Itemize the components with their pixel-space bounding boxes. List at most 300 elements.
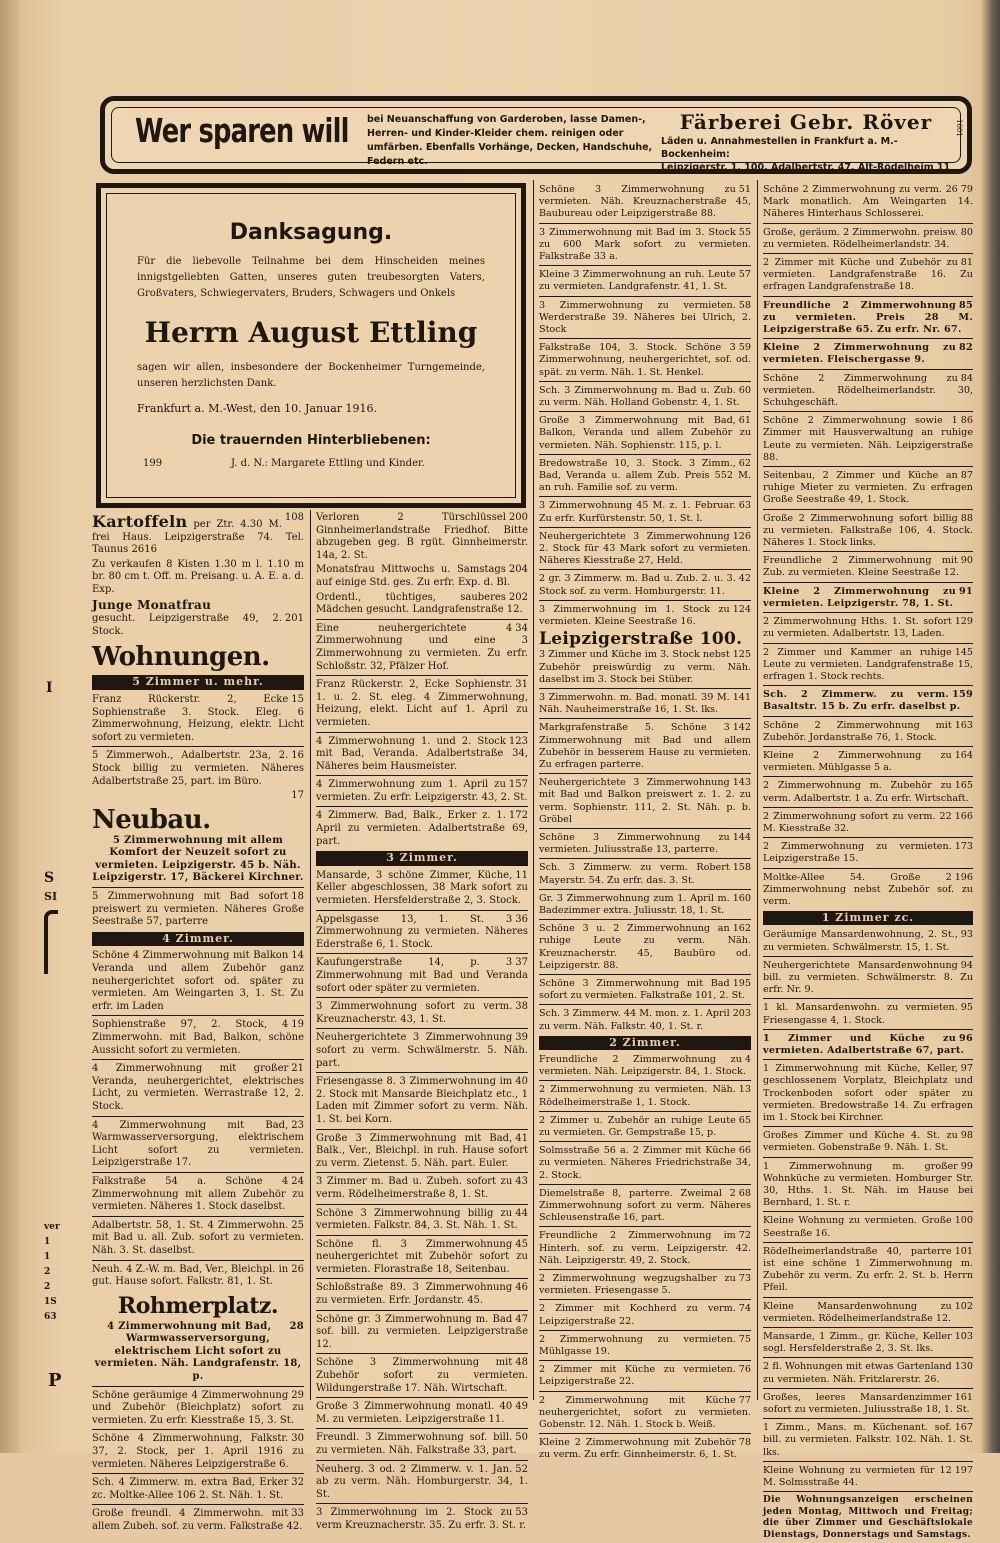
ad-separator: [539, 338, 751, 339]
classified-ad: [316, 512, 528, 562]
ad-number: 32: [291, 1477, 304, 1489]
classified-ad: [316, 1176, 528, 1201]
classified-ad: [539, 269, 751, 293]
ad-text: Friesengasse 8. 3 Zimmerwohnung im 2. Stock mit Mansarde Bleichplatz etc., 1 Laden mit Zimmer sofort zu verm. Näh. 1. St. bei Korn.: [316, 1076, 528, 1125]
ad-separator: [763, 1126, 973, 1127]
column-4: [763, 184, 973, 1543]
classified-ad: [316, 1432, 528, 1457]
classified-ad: [92, 512, 304, 557]
ad-number: 77: [738, 1394, 751, 1406]
ad-number: 199: [143, 458, 163, 469]
classified-ad: [763, 750, 973, 774]
ad-number: 19: [291, 1019, 304, 1031]
ad-number: 33: [291, 1508, 304, 1520]
ad-text: 4 Zimmerw. Bad, Balk., Erker z. 1. April zu vermieten. Adalbertstraße 69, part.: [316, 810, 528, 847]
ad-text: 1 Zimmerwohnung m. großer Wohnküche zu vermieten. Homburger Str. 30, Hths. 1. St. Näh. im Hause bei Bernhard, 1. St. r.: [763, 1160, 973, 1209]
ad-separator: [763, 1242, 973, 1243]
ad-text: Sophienstraße 97, 2. Stock, 4 Zimmerwohn. mit Bad, Balkon, schöne Aussicht sofort zu vermieten.: [92, 1019, 304, 1056]
ad-separator: [92, 1116, 304, 1117]
ad-number: 66: [738, 1145, 751, 1157]
ad-text: 3 Zimmerwohnung sofort zu verm. Kreuznacherstr. 43, 1. St.: [316, 1001, 513, 1025]
ad-text: Franz Rückerstr. 2, Ecke Sophienstraße 3. Stock. Eleg. 6 Zimmerwohnung, Heizung, elektr. Licht sofort zu vermieten.: [92, 693, 304, 743]
ad-number: 68: [738, 1187, 751, 1199]
ad-number: 50: [515, 1432, 528, 1444]
ad-separator: [539, 718, 751, 719]
classified-ad: [92, 599, 304, 639]
classified-ad: [763, 1465, 973, 1489]
ad-separator: [763, 466, 973, 467]
ad-separator: [539, 296, 751, 297]
ad-number: 80: [960, 226, 973, 238]
ad-text: 4 Zimmerwohnung 1. und 2. Stock mit Bad, Veranda. Adalbertstraße 34, Näheres beim Hausmeister.: [316, 735, 528, 772]
ad-number: 126: [732, 530, 751, 542]
ad-number: 173: [954, 841, 973, 853]
ad-number: 108: [284, 512, 304, 523]
ad-text: Kleine 2 Zimmerwohnung zu vermieten. Leipzigerstr. 78, 1. St.: [763, 585, 957, 609]
classified-ad: [316, 957, 528, 995]
page-right-edge: [982, 0, 1000, 1453]
ad-text: 4 Zimmerwohnung mit Bad, Warmwasserversorgung, elektrischem Licht sofort zu vermieten. Leipzigerstraße 17.: [92, 1119, 304, 1169]
ad-text: Neuherg. 3 od. 2 Zimmerw. v. 1. Jan. ab zu verm. Näh. Homburgerstr. 34, 1. St.: [316, 1463, 528, 1500]
ad-number: 75: [738, 1333, 751, 1345]
ad-text: Ordentl., tüchtiges, sauberes Mädchen gesucht. Landgrafenstraße 12.: [316, 591, 523, 616]
classified-ad: [316, 1464, 528, 1502]
column-rule: [757, 180, 758, 1400]
ad-number: 159: [952, 689, 973, 701]
ad-text: 2 Zimmer mit Kochherd zu verm. Leipzigerstraße 22.: [539, 1303, 736, 1327]
ad-text: Freundliche 2 Zimmerwohnung zu vermieten. Preis 28 M. Leipzigerstraße 65. Zu erfr. Nr. 67.: [763, 299, 973, 336]
ad-number: 57: [738, 269, 751, 281]
classified-ad: [539, 458, 751, 495]
ad-separator: [763, 582, 973, 583]
ad-number: 86: [960, 415, 973, 427]
ad-separator: [316, 910, 528, 911]
section-title-rohmerplatz: Rohmerplatz.: [117, 1292, 279, 1319]
margin-bracket: [44, 910, 58, 974]
classified-ad: [539, 385, 751, 409]
ad-number: 58: [738, 299, 751, 311]
ad-number: 85: [959, 299, 973, 311]
death-notice-thanks: sagen wir allen, insbesondere der Bockenheimer Turngemeinde, unseren herzlichsten Dank.: [137, 362, 485, 389]
column-rule: [310, 510, 311, 1400]
classified-ad: [763, 184, 973, 221]
ad-text: Sch. 3 Zimmerw. 44 M. mon. z. 1. April zu verm. Näh. Falkstr. 40, 1. St. r.: [539, 1008, 730, 1032]
ad-number: 94: [960, 959, 973, 971]
ad-number: 82: [959, 342, 973, 354]
ad-text: 2 Zimmerwohnung zu vermieten. Mühlgasse 19.: [539, 1333, 736, 1358]
classified-ad: [92, 1321, 304, 1384]
ad-text: per Ztr. 4.30 M. frei Haus. Leipzigerstraße 74. Tel. Taunus 2616: [92, 519, 304, 556]
ad-separator: [763, 776, 973, 777]
ad-text: Franz Rückerstr. 2, Ecke Sophienstr. 1. u. 2. St. eleg. 4 Zimmerwohnung, Heizung, elekt. Licht auf 1. April zu vermieten.: [316, 679, 528, 728]
classified-ad: [92, 891, 304, 929]
classified-ad: [316, 810, 528, 848]
ad-separator: [316, 1235, 528, 1236]
ad-text: Monatsfrau Mittwochs u. Samstags auf einige Std. ges. Zu erfr. Exp. d. Bl.: [316, 564, 511, 588]
ad-number: 11: [515, 869, 528, 881]
ad-text: Schöne 2 Zimmerwohnung sowie 1 Zimmer mit Hausverwaltung an ruhige Leute zu vermieten. Näh. Leipzigerstraße 88.: [763, 415, 973, 463]
classified-ad: [316, 564, 528, 589]
ad-text: Falkstraße 104, 3. Stock. Schöne 3 Zimmerwohnung, neuhergerichtet, sof. od. spät. zu verm. Näh. 1. St. Henkel.: [539, 342, 751, 378]
ad-separator: [316, 619, 528, 620]
classified-ad: [92, 1063, 304, 1113]
publication-notice: Die Wohnungsanzeigen erscheinen jeden Montag, Mittwoch und Freitag; die über Zimmer und Geschäftslokale Dienstags, Donnerstags und Samstags.: [763, 1495, 973, 1540]
ad-text: 2 fl. Wohnungen mit etwas Gartenland zu vermieten. Näh. Fritzlarerstr. 26.: [763, 1361, 952, 1385]
classified-ad: [763, 647, 973, 684]
classified-ad: [539, 893, 751, 917]
classified-ad: [316, 1032, 528, 1070]
classified-ad: [763, 872, 973, 909]
ad-text: Freundliche 2 Zimmerwohnung im Hinterh. sof. zu verm. Leipzigerstr. 42. Näh. Leipzigerstr. 49, 2. Stock.: [539, 1230, 751, 1266]
ad-separator: [763, 746, 973, 747]
ad-separator: [316, 1353, 528, 1354]
ad-number: 15: [291, 693, 304, 705]
ad-number: 165: [954, 780, 973, 792]
ad-separator: [316, 1310, 528, 1311]
classified-ad: [539, 1395, 751, 1432]
ad-text: Große freundl. 4 Zimmerwohn. mit allem Zubeh. sof. zu verm. Falkstraße 42.: [92, 1508, 303, 1532]
ad-number: 204: [508, 564, 528, 576]
ad-number: 59: [738, 342, 751, 354]
classified-ad: [92, 1477, 304, 1502]
margin-number: 2: [44, 1282, 51, 1292]
ad-text: 1 Zimmer und Küche zu vermieten. Adalbertstraße 67, part.: [763, 1032, 965, 1056]
ad-separator: [539, 1360, 751, 1361]
death-notice-signature: J. d. N.: Margarete Ettling und Kinder.: [231, 458, 425, 469]
classified-ad: [92, 750, 304, 788]
ad-number: 145: [954, 646, 973, 658]
ad-separator: [539, 1391, 751, 1392]
ad-number: 161: [954, 1391, 973, 1403]
ad-separator: [763, 868, 973, 869]
ad-number: 53: [515, 1507, 528, 1519]
ad-separator: [763, 837, 973, 838]
classified-ad: [539, 1303, 751, 1327]
classified-ad: [763, 1033, 973, 1057]
ad-number: 95: [960, 1002, 973, 1014]
ad-text: 3 Zimmer m. Bad u. Zubeh. sofort zu verm. Rödelheimerstraße 8, 1. St.: [316, 1176, 513, 1200]
ad-number: 125: [732, 649, 751, 661]
ad-number: 78: [738, 1437, 751, 1449]
classified-ad: [763, 555, 973, 579]
ad-number: 28: [289, 1320, 304, 1332]
ad-text: Neuh. 4 Z.-W. m. Bad, Ver., Bleichpl. in gut. Hause sofort. Falkstr. 81, 1. St.: [92, 1263, 289, 1288]
classified-ad: [92, 1390, 304, 1428]
margin-mark: I: [46, 680, 53, 696]
ad-separator: [92, 1473, 304, 1474]
ad-text: Schöne 3 Zimmerwohnung zu vermieten. Näh. Kreuznacherstraße 45, Baubureau oder Leipzigerstraße 88.: [539, 184, 751, 220]
ad-text: Schöne 3 Zimmerwohnung mit Bad sofort zu vermieten. Falkstraße 101, 2. St.: [539, 977, 746, 1002]
classified-ad: [763, 513, 973, 550]
ad-text: Schöne 3 u. 2 Zimmerwohnung an ruhige Leute zu verm. Näh. Kreuznacherstr. 45, Baubüro od. Leipzigerstr. 88.: [539, 923, 751, 971]
ad-text: 5 Zimmerwohnung mit Bad sofort preiswert zu vermieten. Näheres Große Seestraße 57, parterre: [92, 891, 304, 928]
ad-text: Schöne 2 Zimmerwohnung mit Zubehör. Jordanstraße 76, 1. Stock.: [763, 719, 952, 743]
ad-separator: [92, 1386, 304, 1387]
ad-text: Sch. 3 Zimmerw. zu verm. Robert Mayerstr. 54. Zu erfr. das. 3. St.: [539, 862, 730, 886]
classified-ad: [763, 1130, 973, 1154]
ad-separator: [539, 1080, 751, 1081]
classified-ad: [763, 1361, 973, 1385]
classified-ad: [763, 470, 973, 507]
ad-text: Mansarde, 1 Zimm., gr. Küche, Keller sogl. Hersfelderstraße 2, 3. St. lks.: [763, 1331, 952, 1355]
ad-text: Kleine Mansardenwohnung zu vermieten. Rödelheimerlandstraße 12.: [763, 1300, 952, 1324]
ad-separator: [539, 600, 751, 601]
ad-separator: [92, 1059, 304, 1060]
roever-advertisement: [100, 96, 972, 174]
ad-number: 30: [291, 1433, 304, 1445]
ad-text: 2 gr. 3 Zimmerw. m. Bad u. Zub. 2. u. 3. Stock sof. zu verm. Homburgerstr. 11.: [539, 573, 736, 597]
ad-text: Kleine Wohnung zu vermieten für 12 M. Solmsstraße 44.: [763, 1464, 952, 1489]
ad-separator: [539, 1299, 751, 1300]
classified-ad: [539, 1230, 751, 1267]
classified-ad: [316, 1208, 528, 1233]
ad-number: 91: [959, 585, 973, 597]
classified-ad: [92, 1120, 304, 1170]
ad-number: 4: [744, 1053, 751, 1065]
ad-separator: [92, 1015, 304, 1016]
ad-separator: [316, 1028, 528, 1029]
ad-slogan: Wer sparen will: [135, 111, 349, 150]
ad-text: 3 Zimmerwohn. m. Bad. monatl. 39 M. Näh. Nauheimerstraße 16, 1. St. lks.: [539, 691, 730, 716]
ad-separator: [539, 919, 751, 920]
deceased-name: Herrn August Ettling: [144, 316, 478, 349]
ad-separator: [763, 223, 973, 224]
ad-separator: [316, 675, 528, 676]
ad-number: 196: [954, 871, 973, 883]
margin-number: 2: [44, 1267, 51, 1277]
ad-text: 1 Zimmerwohnung mit Küche, Keller, geschlossenem Vorplatz, Bleichplatz und Trockenboden sofort oder später zu vermieten. Bredowstraße 14. Zu erfragen im 1. Stock bei Kirchner.: [763, 1063, 973, 1123]
ad-text: Schöne 2 Zimmerwohnung zu vermieten. Rödelheimerlandstr. 30, Schuhgeschäft.: [763, 372, 973, 409]
ad-number: 39: [515, 1032, 528, 1044]
ad-text: Schöne gr. 3 Zimmerwohnung m. Bad sof. bill. zu vermieten. Leipzigerstraße 12.: [316, 1313, 528, 1350]
ad-number: 44: [515, 1207, 528, 1219]
ad-number: 61: [738, 415, 751, 427]
ad-separator: [316, 953, 528, 954]
category-1-room: 1 Zimmer zc.: [763, 911, 973, 925]
classified-ad: [539, 300, 751, 337]
ad-separator: [539, 265, 751, 266]
ad-number: 100: [954, 1215, 973, 1227]
ad-text: Freundliche 2 Zimmerwohnung zu vermieten. Näh. Leipzigerstr. 84, 1. Stock.: [539, 1053, 746, 1078]
ad-number: 166: [954, 810, 973, 822]
ad-text: 2 Zimmerwohnung Hths. 1. St. sofort zu vermieten. Adalbertstr. 13, Laden.: [763, 616, 952, 640]
ad-separator: [763, 1029, 973, 1030]
ad-number: 18: [291, 891, 304, 903]
ad-separator: [763, 643, 973, 644]
classified-ad: [763, 1331, 973, 1355]
classified-ad: [92, 1508, 304, 1533]
ad-text: Rödelheimerlandstraße 40, parterre ist eine schöne 1 Zimmerwohnung m. Zubehör zu verm. Zu erfr. 2. St. b. Herrn Pfeil.: [763, 1245, 973, 1294]
classified-ad: [539, 649, 751, 686]
ad-separator: [763, 1297, 973, 1298]
margin-number: 1S: [44, 1297, 57, 1307]
ad-separator: [316, 1204, 528, 1205]
ad-text: 2 Zimmerwohnung m. Zubehör zu verm. Adalbertstr. 1 a. Zu erfr. Wirtschaft.: [763, 780, 969, 804]
ad-text: Schöne 2 Zimmerwohnung zu verm. 26 Mark monatlich. Am Weingarten 14. Näheres Hinterhaus Schlosserei.: [763, 184, 973, 220]
classified-ad: [539, 1364, 751, 1388]
ad-text: 1 kl. Mansardenwohn. zu vermieten. Friesengasse 4, 1. Stock.: [763, 1002, 958, 1026]
ad-separator: [763, 685, 973, 686]
ad-number: 130: [954, 1361, 973, 1373]
ad-text: Eine neuhergerichtete 4 Zimmerwohnung und eine 3 Zimmerwohnung zu vermieten. Zu erfr. Schloßstr. 32, Pfälzer Hof.: [316, 622, 528, 672]
classified-ad: [316, 1357, 528, 1395]
ad-text: 2 Zimmerwohnung sofort zu verm. 22 M. Kiesstraße 32.: [763, 810, 952, 834]
ad-text: 3 Zimmerwohnung im 2. Stock zu verm Kreuznacherstr. 35. Zu erfr. 3. St. r.: [316, 1507, 527, 1531]
classified-ad: [763, 373, 973, 410]
ad-heading: Kartoffeln: [92, 512, 188, 531]
classified-ad: [92, 790, 304, 803]
classified-ad: [316, 736, 528, 774]
ad-number: 93: [960, 929, 973, 941]
classified-ad: [316, 1239, 528, 1277]
ad-separator: [763, 1327, 973, 1328]
ad-separator: [539, 1184, 751, 1185]
ad-text: 3 Zimmer und Küche im 3. Stock nebst Zubehör preiswürdig zu verm. Näh. daselbst im 3. Stock bei Stüber.: [539, 649, 751, 685]
ad-text: 2 Zimmer mit Küche und Zubehör zu vermieten. Landgrafenstraße 16. Zu erfragen Landgrafenstraße 18.: [763, 257, 973, 293]
ad-number: 60: [738, 384, 751, 396]
margin-number: 63: [44, 1312, 57, 1322]
ad-text: Große 3 Zimmerwohnung monatl. 40 M. zu vermieten. Leipzigerstraße 11.: [316, 1401, 513, 1425]
classified-ad: [763, 616, 973, 640]
ad-text: Markgrafenstraße 5. Schöne 3 Zimmerwohnung mit Bad und allem Zubehör in besserem Hause zu vermieten. Zu erfragen parterre.: [539, 722, 751, 770]
ad-number: 55: [738, 226, 751, 238]
classified-ad: [539, 923, 751, 972]
classified-ad: [763, 1422, 973, 1459]
ad-separator: [316, 775, 528, 776]
margin-number: 1: [44, 1252, 51, 1262]
ad-separator: [92, 1429, 304, 1430]
ad-separator: [539, 527, 751, 528]
classified-ad: [763, 811, 973, 835]
classified-ad: [763, 960, 973, 997]
ad-number: 123: [508, 735, 528, 747]
classified-ad: [763, 1002, 973, 1026]
classified-ad: [539, 604, 751, 628]
ad-number: 43: [515, 1176, 528, 1188]
ad-number: 81: [960, 257, 973, 269]
category-2-rooms: 2 Zimmer.: [539, 1036, 751, 1050]
ad-number: 158: [732, 862, 751, 874]
ad-text: Neuhergerichtete Mansardenwohnung bill. zu vermieten. Schwälmerstr. 8. Zu erfr. Nr. 9.: [763, 959, 973, 996]
ad-separator: [763, 338, 973, 339]
classified-ad: [539, 722, 751, 771]
ad-text: 1 Zimm., Mans. m. Küchenant. sof. bill. zu vermieten. Falkstr. 102. Näh. 1. St. lks.: [763, 1422, 973, 1458]
column-1: [92, 512, 304, 1536]
ad-number: 79: [960, 184, 973, 195]
ad-number: 96: [959, 1032, 973, 1044]
ad-number: 23: [291, 1119, 304, 1131]
ad-number: 16: [291, 750, 304, 762]
classified-ad: [92, 950, 304, 1013]
ad-separator: [539, 454, 751, 455]
ad-text: 5 Zimmerwoh., Adalbertstr. 23a, 2. Stock billig zu vermieten. Näheres Adalbertstraße 25, part. im Büro.: [92, 750, 304, 787]
classified-ad: [539, 573, 751, 597]
classified-ad: [539, 862, 751, 886]
ad-number: 142: [732, 722, 751, 734]
classified-ad: [763, 1215, 973, 1239]
ad-text: 2 Zimmer u. Zubehör an ruhige Leute zu vermieten. Gr. Gempstraße 15, p.: [539, 1114, 736, 1138]
classified-ad: [539, 1145, 751, 1182]
ad-number: 41: [515, 1132, 528, 1144]
ad-number: 65: [738, 1114, 751, 1126]
ad-number: 88: [960, 512, 973, 524]
classified-ad: [316, 779, 528, 804]
classified-ad: [539, 1273, 751, 1297]
ad-side-number: 1601: [955, 119, 963, 137]
classified-ad: [539, 1334, 751, 1358]
classified-ad: [316, 1507, 528, 1532]
ad-number: 74: [738, 1303, 751, 1315]
ad-separator: [539, 889, 751, 890]
ad-number: 26: [291, 1263, 304, 1275]
ad-number: 143: [732, 777, 751, 789]
margin-number: ver: [44, 1222, 60, 1232]
ad-text: 3 Zimmerwohnung 45 M. z. 1. Februar. Zu erfr. Kurfürstenstr. 50, 1. St. l.: [539, 500, 736, 524]
ad-number: 46: [515, 1282, 528, 1294]
ad-separator: [763, 612, 973, 613]
ad-number: 24: [291, 1175, 304, 1187]
classified-ad: [316, 623, 528, 673]
ad-number: 160: [732, 892, 751, 904]
classified-ad: [763, 342, 973, 366]
ad-number: 195: [732, 977, 751, 989]
ad-separator: [539, 1330, 751, 1331]
classified-ad: [92, 1220, 304, 1258]
ad-number: 99: [960, 1160, 973, 1172]
ad-text: Neuhergerichtete 3 Zimmerwohnung 2. Stock für 43 Mark sofort zu vermieten. Näheres Kiesstraße 27, Held.: [539, 530, 751, 567]
ad-text: Kleine 2 Zimmerwohnung zu vermieten. Mühlgasse 5 a.: [763, 749, 952, 774]
classified-ad: [763, 415, 973, 464]
ad-separator: [92, 1260, 304, 1261]
ad-number: 49: [515, 1401, 528, 1413]
ad-separator: [539, 1004, 751, 1005]
ad-number: 37: [515, 957, 528, 969]
ad-number: 36: [515, 913, 528, 925]
ad-separator: [539, 569, 751, 570]
classified-ad: [92, 1433, 304, 1471]
ad-text: 2 Zimmerwohnung wegzugshalber zu vermieten. Friesengasse 5.: [539, 1273, 736, 1297]
ad-separator: [539, 828, 751, 829]
ad-separator: [539, 1433, 751, 1434]
classified-ad: [763, 1246, 973, 1295]
ad-text: Neuhergerichtete 3 Zimmerwohnung sofort zu verm. Schwälmerstr. 5. Näh. part.: [316, 1032, 528, 1069]
classified-ad: [763, 1063, 973, 1124]
ad-separator: [763, 551, 973, 552]
ad-separator: [316, 1428, 528, 1429]
ad-text: 2 Zimmer mit Küche zu vermieten. Leipzigerstraße 22.: [539, 1364, 736, 1388]
ad-text: 2 Zimmerwohnung zu vermieten. Leipzigerstraße 15.: [763, 841, 952, 865]
ad-text: Große 3 Zimmerwohnung mit Bad, Balkon, Veranda und allem Zubehör zu vermieten. Näh. Sophienstr. 115, p. l.: [539, 415, 751, 451]
ad-text: 4 Zimmerwohnung mit Bad, Warmwasserversorgung, elektrischem Licht sofort zu vermieten. Näh. Landgrafenstr. 18, p.: [94, 1320, 302, 1383]
ad-separator: [539, 1226, 751, 1227]
ad-separator: [316, 1397, 528, 1398]
ad-number: 102: [954, 1300, 973, 1312]
ad-text: Neuhergerichtete 3 Zimmerwohnung mit Bad und Balkon preiswert z. 1. 2. zu verm. Sophienstr. 111, 2. St. Näh. p. b. Gröbel: [539, 777, 751, 825]
classified-ad: [316, 1282, 528, 1307]
classified-ad: [763, 1161, 973, 1210]
death-notice-intro: Für die liebevolle Teilnahme bei dem Hinscheiden meines innigstgeliebten Gatten, unseres guten treubesorgten Vaters, Großvaters, Schwiegervaters, Bruders, Schwagers und Onkels: [137, 256, 485, 299]
classified-ad: [539, 1084, 751, 1108]
margin-number: 1: [44, 1237, 51, 1247]
ad-separator: [763, 253, 973, 254]
ad-text: Kleine Wohnung zu vermieten. Große Seestraße 16.: [763, 1215, 952, 1239]
ad-separator: [92, 1216, 304, 1217]
classified-ad: [763, 227, 973, 251]
ad-text: Verloren 2 Türschlüssel Ginnheimerlandstraße Friedhof. Bitte abzugeben geg. B rgüt. Ginnheimerstr. 14a, 2. St.: [316, 512, 528, 561]
margin-mark: S: [44, 870, 55, 886]
ad-separator: [92, 1504, 304, 1505]
ad-separator: [539, 381, 751, 382]
